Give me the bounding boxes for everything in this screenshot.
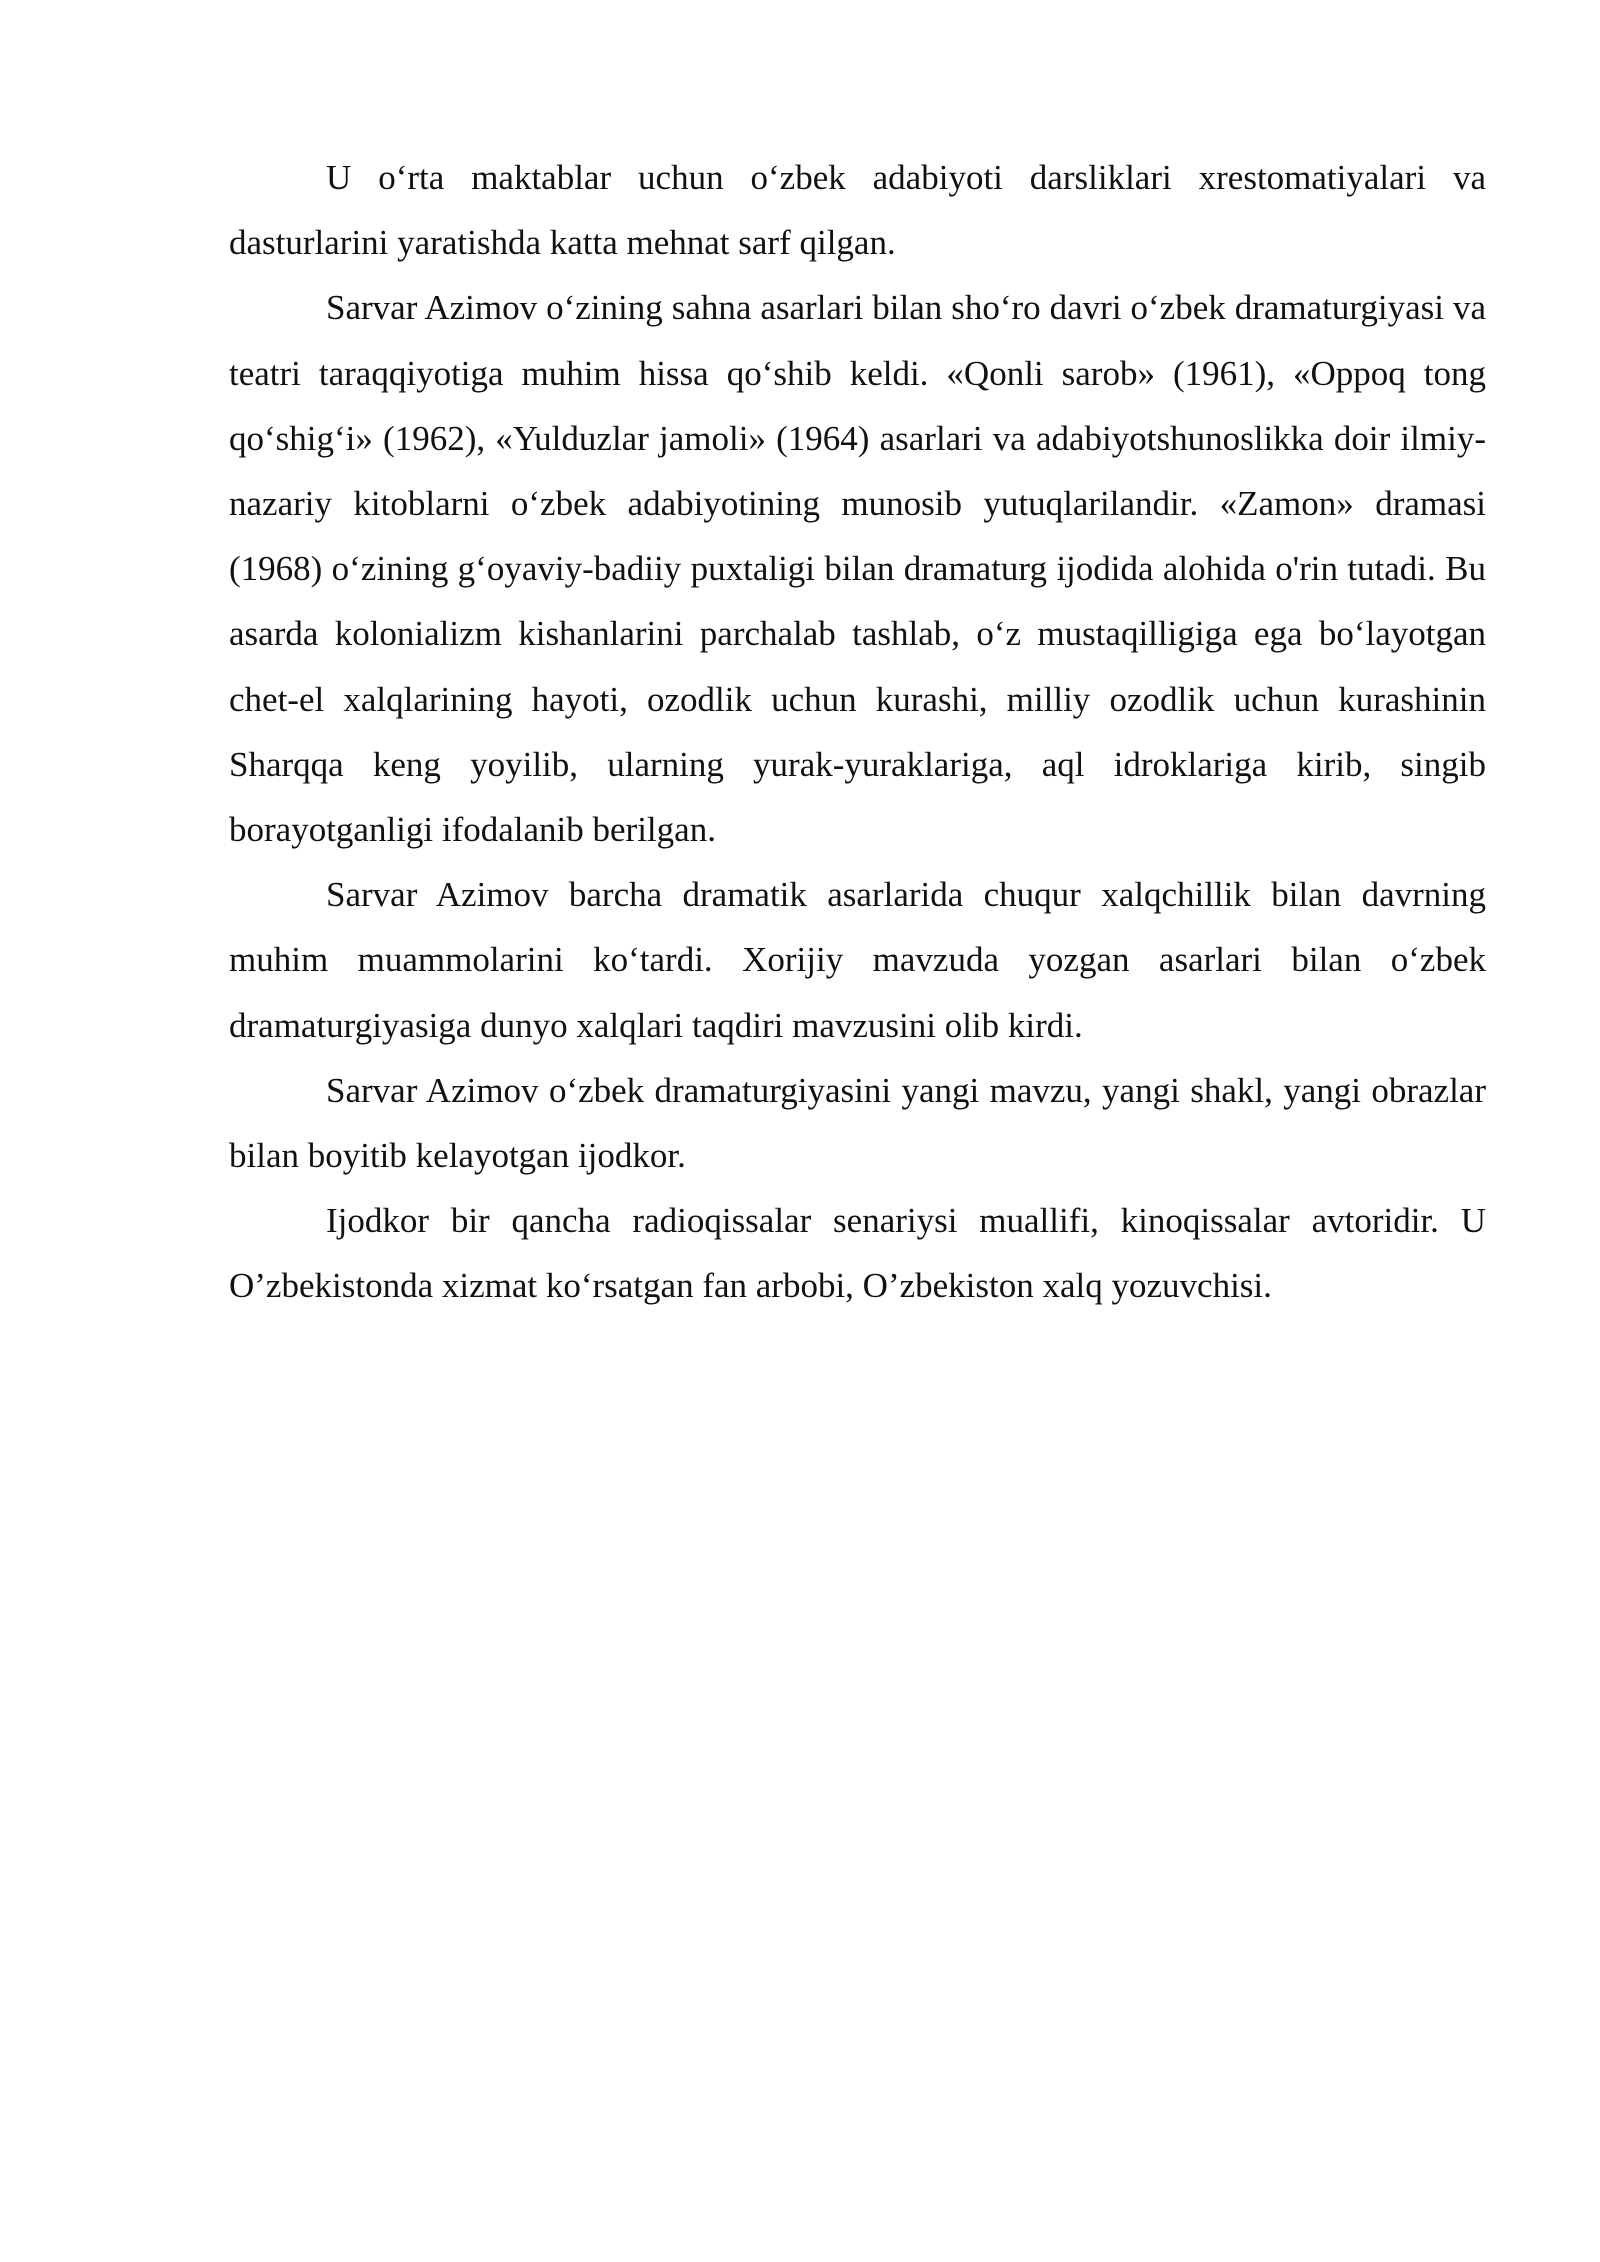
paragraph-1: U o‘rta maktablar uchun o‘zbek adabiyoti darsliklari xrestomatiyalari va dasturlarini yaratishda katta mehnat sarf qilgan.: [229, 158, 1486, 263]
paragraph-5: Ijodkor bir qancha radioqissalar senariysi muallifi, kinoqissalar avtoridir. U O’zbekistonda xizmat ko‘rsatgan fan arbobi, O’zbekiston xalq yozuvchisi.: [229, 1201, 1486, 1306]
paragraph-3: Sarvar Azimov barcha dramatik asarlarida chuqur xalqchillik bilan davrning muhim muammolarini ko‘tardi. Xorijiy mavzuda yozgan asarlari bilan o‘zbek dramaturgiyasiga dunyo xalqlari taqdiri mavzusini olib kirdi.: [229, 875, 1486, 1045]
document-body: [229, 145, 1486, 1319]
paragraph-4: Sarvar Azimov o‘zbek dramaturgiyasini yangi mavzu, yangi shakl, yangi obrazlar bilan boyitib kelayotgan ijodkor.: [229, 1070, 1486, 1176]
paragraph-2: Sarvar Azimov o‘zining sahna asarlari bilan sho‘ro davri o‘zbek dramaturgiyasi va teatri taraqqiyotiga muhim hissa qo‘shib keldi. «Qonli sarob» (1961), «Oppoq tong qo‘shig‘i» (1962), «Yulduzlar jamoli» (1964) asarlari va adabiyotshunoslikka doir ilmiy-nazariy kitoblarni o‘zbek adabiyotining munosib yutuqlarilandir. «Zamon» dramasi (1968) o‘zining g‘oyaviy-badiiy puxtaligi bilan dramaturg ijodida alohida o'rin tutadi. Bu asarda kolonializm kishanlarini parchalab tashlab, o‘z mustaqilligiga ega bo‘layotgan chet-el xalqlarining hayoti, ozodlik uchun kurashi, milliy ozodlik uchun kurashinin Sharqqa keng yoyilib, ularning yurak-yuraklariga, aql idroklariga kirib, singib borayotganligi ifodalanib berilgan.: [229, 288, 1486, 850]
